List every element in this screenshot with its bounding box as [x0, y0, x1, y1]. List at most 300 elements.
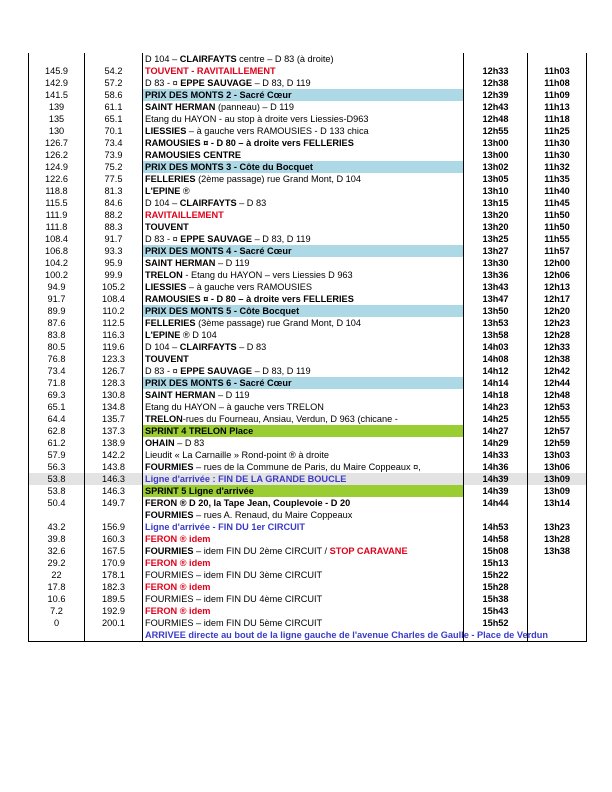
table-row: [29, 317, 587, 329]
time-schedule-1-cell: 13h20: [464, 209, 528, 221]
location-cell: [143, 293, 464, 305]
location-text: – D 83, D 119: [252, 77, 311, 88]
km-remaining-cell: 135: [29, 113, 85, 125]
table-row: [29, 497, 587, 509]
km-remaining-cell: 124.9: [29, 161, 85, 173]
time-schedule-2-cell: [528, 593, 587, 605]
km-remaining-cell: 142.9: [29, 77, 85, 89]
table-row: [29, 293, 587, 305]
location-text: FERON ® idem: [145, 581, 211, 592]
table-row: [29, 221, 587, 233]
location-text: TOUVENT: [145, 353, 189, 364]
location-text: – D 83, D 119: [252, 365, 311, 376]
table-row: [29, 281, 587, 293]
location-cell: [143, 125, 464, 137]
time-schedule-1-cell: 15h13: [464, 557, 528, 569]
km-done-cell: 105.2: [85, 281, 143, 293]
location-text: EPPE SAUVAGE: [180, 77, 253, 88]
table-row: [29, 521, 587, 533]
location-cell: [143, 449, 464, 461]
time-schedule-2-cell: 12h23: [528, 317, 587, 329]
location-cell: [143, 521, 464, 533]
km-done-cell: 54.2: [85, 65, 143, 77]
time-schedule-2-cell: 11h45: [528, 197, 587, 209]
km-done-cell: 128.3: [85, 377, 143, 389]
km-remaining-cell: [29, 509, 85, 521]
time-schedule-2-cell: 11h57: [528, 245, 587, 257]
time-schedule-1-cell: 13h43: [464, 281, 528, 293]
km-done-cell: 73.4: [85, 137, 143, 149]
time-schedule-2-cell: 11h18: [528, 113, 587, 125]
time-schedule-2-cell: 12h57: [528, 425, 587, 437]
time-schedule-2-cell: 12h17: [528, 293, 587, 305]
location-text: SAINT HERMAN: [145, 101, 216, 112]
km-remaining-cell: 53.8: [29, 473, 85, 485]
table-row: [29, 593, 587, 605]
km-done-cell: 149.7: [85, 497, 143, 509]
km-remaining-cell: 141.5: [29, 89, 85, 101]
time-schedule-1-cell: 14h12: [464, 365, 528, 377]
km-done-cell: 112.5: [85, 317, 143, 329]
time-schedule-2-cell: 13h23: [528, 521, 587, 533]
table-row: [29, 401, 587, 413]
location-cell: [143, 365, 464, 377]
location-text: – à gauche vers RAMOUSIES: [186, 281, 312, 292]
location-cell: [143, 557, 464, 569]
time-schedule-1-cell: 13h53: [464, 317, 528, 329]
time-schedule-1-cell: 14h14: [464, 377, 528, 389]
time-schedule-1-cell: [464, 53, 528, 65]
km-remaining-cell: 145.9: [29, 65, 85, 77]
km-remaining-cell: 43.2: [29, 521, 85, 533]
table-row: [29, 329, 587, 341]
time-schedule-2-cell: 11h50: [528, 221, 587, 233]
location-cell: [143, 137, 464, 149]
location-text: STOP CARAVANE: [329, 545, 408, 556]
table-row: [29, 257, 587, 269]
location-cell: [143, 533, 464, 545]
time-schedule-2-cell: [528, 605, 587, 617]
location-cell: [143, 173, 464, 185]
km-remaining-cell: 71.8: [29, 377, 85, 389]
time-schedule-1-cell: 14h44: [464, 497, 528, 509]
table-row: [29, 209, 587, 221]
location-text: PRIX DES MONTS 4 - Sacré Cœur: [145, 245, 292, 256]
km-remaining-cell: 130: [29, 125, 85, 137]
time-schedule-1-cell: 14h58: [464, 533, 528, 545]
location-cell: [143, 425, 464, 437]
table-row: [29, 389, 587, 401]
km-remaining-cell: 87.6: [29, 317, 85, 329]
location-cell: [143, 305, 464, 317]
km-done-cell: 192.9: [85, 605, 143, 617]
table-row: [29, 581, 587, 593]
location-text: SPRINT 4 TRELON Place: [145, 425, 254, 436]
time-schedule-2-cell: 12h28: [528, 329, 587, 341]
table-row: [29, 425, 587, 437]
location-text: centre – D 83 (à droite): [236, 53, 334, 64]
location-text: FOURMIES: [145, 461, 194, 472]
location-cell: [143, 113, 464, 125]
location-text: FELLERIES: [145, 317, 196, 328]
km-remaining-cell: 94.9: [29, 281, 85, 293]
location-text: SAINT HERMAN: [145, 389, 216, 400]
time-schedule-1-cell: 14h39: [464, 473, 528, 485]
time-schedule-1-cell: 15h08: [464, 545, 528, 557]
km-remaining-cell: 61.2: [29, 437, 85, 449]
time-schedule-2-cell: 12h20: [528, 305, 587, 317]
table-row: [29, 485, 587, 497]
km-done-cell: 182.3: [85, 581, 143, 593]
location-cell: [143, 341, 464, 353]
location-text: D 83 - ¤: [145, 77, 181, 88]
time-schedule-1-cell: 12h48: [464, 113, 528, 125]
time-schedule-2-cell: [528, 581, 587, 593]
location-cell: [143, 209, 464, 221]
location-text: TRELON: [145, 269, 183, 280]
time-schedule-2-cell: 12h06: [528, 269, 587, 281]
km-remaining-cell: 122.6: [29, 173, 85, 185]
location-cell: [143, 593, 464, 605]
time-schedule-2-cell: [528, 53, 587, 65]
time-schedule-2-cell: [528, 569, 587, 581]
location-text: D 104 –: [145, 341, 180, 352]
km-remaining-cell: 22: [29, 569, 85, 581]
location-cell: [143, 461, 464, 473]
location-text: CLAIRFAYTS: [179, 197, 237, 208]
time-schedule-1-cell: 12h43: [464, 101, 528, 113]
time-schedule-2-cell: 11h30: [528, 137, 587, 149]
km-done-cell: 70.1: [85, 125, 143, 137]
table-row: [29, 509, 587, 521]
km-done-cell: 57.2: [85, 77, 143, 89]
km-done-cell: 134.8: [85, 401, 143, 413]
location-text: PRIX DES MONTS 5 - Côte Bocquet: [145, 305, 300, 316]
time-schedule-1-cell: 14h03: [464, 341, 528, 353]
time-schedule-1-cell: 13h00: [464, 137, 528, 149]
time-schedule-2-cell: 12h38: [528, 353, 587, 365]
table-row: [29, 65, 587, 77]
km-done-cell: 138.9: [85, 437, 143, 449]
km-done-cell: 142.2: [85, 449, 143, 461]
km-remaining-cell: 7.2: [29, 605, 85, 617]
location-cell: [143, 437, 464, 449]
location-text: ®: [180, 185, 190, 196]
location-cell: [143, 161, 464, 173]
time-schedule-1-cell: 13h02: [464, 161, 528, 173]
location-cell: [143, 53, 464, 65]
table-row: [29, 353, 587, 365]
location-text: Etang du HAYON – à gauche vers TRELON: [145, 401, 324, 412]
location-text: FOURMIES: [145, 545, 194, 556]
table-row: [29, 113, 587, 125]
km-remaining-cell: 118.8: [29, 185, 85, 197]
time-schedule-1-cell: 15h43: [464, 605, 528, 617]
location-text: RAMOUSIES ¤ - D 80 – à droite vers FELLERIES: [145, 293, 354, 304]
km-done-cell: 77.5: [85, 173, 143, 185]
table-row: [29, 569, 587, 581]
location-cell: [143, 497, 464, 509]
km-remaining-cell: 62.8: [29, 425, 85, 437]
km-remaining-cell: 64.4: [29, 413, 85, 425]
location-text: TOUVENT - RAVITAILLEMENT: [145, 65, 276, 76]
time-schedule-2-cell: [528, 557, 587, 569]
location-text: PRIX DES MONTS 2 - Sacré Cœur: [145, 89, 292, 100]
location-cell: [143, 485, 464, 497]
table-row: [29, 341, 587, 353]
time-schedule-2-cell: 11h25: [528, 125, 587, 137]
km-remaining-cell: 53.8: [29, 485, 85, 497]
table-row: [29, 557, 587, 569]
location-cell: [143, 197, 464, 209]
time-schedule-2-cell: 12h59: [528, 437, 587, 449]
location-cell: [143, 389, 464, 401]
table-row: [29, 161, 587, 173]
km-done-cell: 135.7: [85, 413, 143, 425]
location-cell: [143, 353, 464, 365]
time-schedule-2-cell: 11h50: [528, 209, 587, 221]
km-done-cell: 58.6: [85, 89, 143, 101]
table-row: [29, 377, 587, 389]
location-cell: [143, 581, 464, 593]
time-schedule-2-cell: 12h53: [528, 401, 587, 413]
time-schedule-2-cell: 11h09: [528, 89, 587, 101]
km-remaining-cell: 10.6: [29, 593, 85, 605]
km-done-cell: 91.7: [85, 233, 143, 245]
time-schedule-2-cell: 12h33: [528, 341, 587, 353]
time-schedule-1-cell: 13h27: [464, 245, 528, 257]
km-done-cell: 61.1: [85, 101, 143, 113]
km-done-cell: 123.3: [85, 353, 143, 365]
location-cell: [143, 89, 464, 101]
table-row: [29, 605, 587, 617]
km-remaining-cell: 139: [29, 101, 85, 113]
km-remaining-cell: 17.8: [29, 581, 85, 593]
km-remaining-cell: 56.3: [29, 461, 85, 473]
location-text: RAVITAILLEMENT: [145, 209, 224, 220]
km-done-cell: 110.2: [85, 305, 143, 317]
table-row: [29, 173, 587, 185]
time-schedule-2-cell: 11h08: [528, 77, 587, 89]
route-table-body: [29, 53, 587, 642]
time-schedule-2-cell: 12h00: [528, 257, 587, 269]
time-schedule-1-cell: 13h50: [464, 305, 528, 317]
location-cell: [143, 185, 464, 197]
location-cell: [143, 473, 464, 485]
table-row: [29, 185, 587, 197]
km-remaining-cell: 39.8: [29, 533, 85, 545]
time-schedule-2-cell: 12h55: [528, 413, 587, 425]
time-schedule-2-cell: [528, 509, 587, 521]
km-remaining-cell: 32.6: [29, 545, 85, 557]
location-cell: [143, 617, 464, 629]
location-text: EPPE SAUVAGE: [180, 365, 253, 376]
km-done-cell: 146.3: [85, 473, 143, 485]
time-schedule-2-cell: 13h09: [528, 473, 587, 485]
location-text: FERON ® idem: [145, 557, 211, 568]
location-text: FERON ® idem: [145, 533, 211, 544]
km-done-cell: 160.3: [85, 533, 143, 545]
location-text: ARRIVEE directe au bout de la ligne gauche de l'avenue Charles de Gaulle - Place de Verdun: [145, 629, 548, 640]
km-remaining-cell: 0: [29, 617, 85, 629]
time-schedule-1-cell: 13h36: [464, 269, 528, 281]
km-remaining-cell: 111.8: [29, 221, 85, 233]
time-schedule-1-cell: 14h23: [464, 401, 528, 413]
location-text: FOURMIES – idem FIN DU 3ème CIRCUIT: [145, 569, 323, 580]
km-remaining-cell: 111.9: [29, 209, 85, 221]
km-remaining-cell: 106.8: [29, 245, 85, 257]
time-schedule-1-cell: 13h58: [464, 329, 528, 341]
km-remaining-cell: 126.7: [29, 137, 85, 149]
table-row: [29, 233, 587, 245]
km-done-cell: 126.7: [85, 365, 143, 377]
km-done-cell: 156.9: [85, 521, 143, 533]
km-done-cell: 84.6: [85, 197, 143, 209]
location-text: TRELON: [145, 413, 183, 424]
time-schedule-1-cell: 14h39: [464, 485, 528, 497]
location-cell: [143, 221, 464, 233]
km-done-cell: 73.9: [85, 149, 143, 161]
km-remaining-cell: 83.8: [29, 329, 85, 341]
table-row: [29, 617, 587, 629]
location-text: PRIX DES MONTS 6 - Sacré Cœur: [145, 377, 292, 388]
location-text: L'EPINE: [145, 185, 181, 196]
time-schedule-1-cell: 14h18: [464, 389, 528, 401]
time-schedule-1-cell: 13h30: [464, 257, 528, 269]
km-done-cell: [85, 53, 143, 65]
location-text: – D 119: [215, 389, 250, 400]
location-cell: [143, 257, 464, 269]
km-done-cell: 65.1: [85, 113, 143, 125]
table-row: [29, 473, 587, 485]
route-schedule-table: [28, 53, 587, 642]
km-remaining-cell: 104.2: [29, 257, 85, 269]
km-done-cell: 146.3: [85, 485, 143, 497]
time-schedule-1-cell: 12h55: [464, 125, 528, 137]
km-done-cell: 93.3: [85, 245, 143, 257]
km-done-cell: 108.4: [85, 293, 143, 305]
km-remaining-cell: 89.9: [29, 305, 85, 317]
location-text: Ligne d'arrivée - FIN DU 1er CIRCUIT: [145, 521, 305, 532]
time-schedule-1-cell: 14h53: [464, 521, 528, 533]
km-done-cell: 143.8: [85, 461, 143, 473]
location-text: Etang du HAYON - au stop à droite vers Liessies-D963: [145, 113, 369, 124]
km-done-cell: 95.9: [85, 257, 143, 269]
location-text: FERON ® D 20, la Tape Jean, Couplevoie - D 20: [145, 497, 351, 508]
location-text: SPRINT 5 Ligne d'arrivée: [145, 485, 254, 496]
time-schedule-1-cell: 14h08: [464, 353, 528, 365]
table-row: [29, 437, 587, 449]
location-cell: [143, 413, 464, 425]
table-row: [29, 449, 587, 461]
location-text: LIESSIES: [145, 125, 187, 136]
location-cell: [143, 545, 464, 557]
table-row: [29, 305, 587, 317]
location-text: D 83 - ¤: [145, 233, 181, 244]
location-text: – D 119: [215, 257, 250, 268]
time-schedule-1-cell: 13h20: [464, 221, 528, 233]
time-schedule-1-cell: 15h38: [464, 593, 528, 605]
location-cell: [143, 317, 464, 329]
table-row: [29, 77, 587, 89]
time-schedule-2-cell: [528, 617, 587, 629]
km-done-cell: 167.5: [85, 545, 143, 557]
time-schedule-2-cell: 11h30: [528, 149, 587, 161]
time-schedule-2-cell: 11h32: [528, 161, 587, 173]
location-text: – rues A. Renaud, du Maire Coppeaux: [193, 509, 353, 520]
km-done-cell: 189.5: [85, 593, 143, 605]
location-text: ® D 104: [180, 329, 217, 340]
time-schedule-1-cell: 13h47: [464, 293, 528, 305]
time-schedule-1-cell: 13h10: [464, 185, 528, 197]
location-text: PRIX DES MONTS 3 - Côte du Bocquet: [145, 161, 313, 172]
location-cell: [143, 101, 464, 113]
location-text: FOURMIES – idem FIN DU 5ème CIRCUIT: [145, 617, 323, 628]
location-text: FERON ® idem: [145, 605, 211, 616]
km-remaining-cell: 73.4: [29, 365, 85, 377]
km-done-cell: 88.3: [85, 221, 143, 233]
time-schedule-1-cell: 14h29: [464, 437, 528, 449]
location-text: TOUVENT: [145, 221, 189, 232]
table-row: [29, 413, 587, 425]
location-text: Ligne d'arrivée : FIN DE LA GRANDE BOUCLE: [145, 473, 347, 484]
table-row: [29, 269, 587, 281]
km-remaining-cell: 80.5: [29, 341, 85, 353]
location-cell: [143, 329, 464, 341]
location-text: D 104 –: [145, 53, 180, 64]
location-cell: [143, 149, 464, 161]
time-schedule-2-cell: 13h38: [528, 545, 587, 557]
location-cell: [143, 233, 464, 245]
km-done-cell: [85, 629, 143, 642]
time-schedule-1-cell: 13h00: [464, 149, 528, 161]
time-schedule-1-cell: 14h36: [464, 461, 528, 473]
km-remaining-cell: 29.2: [29, 557, 85, 569]
km-remaining-cell: 126.2: [29, 149, 85, 161]
time-schedule-2-cell: 12h42: [528, 365, 587, 377]
time-schedule-2-cell: 13h06: [528, 461, 587, 473]
km-done-cell: 116.3: [85, 329, 143, 341]
location-text: FOURMIES: [145, 509, 194, 520]
time-schedule-2-cell: 11h40: [528, 185, 587, 197]
km-done-cell: 178.1: [85, 569, 143, 581]
location-cell: [143, 281, 464, 293]
km-done-cell: [85, 509, 143, 521]
location-text: (panneau) – D 119: [215, 101, 294, 112]
table-row: [29, 629, 587, 642]
location-cell: [143, 569, 464, 581]
table-row: [29, 149, 587, 161]
location-text: EPPE SAUVAGE: [180, 233, 253, 244]
time-schedule-1-cell: [464, 509, 528, 521]
location-cell: [143, 605, 464, 617]
location-cell: [143, 377, 464, 389]
location-text: SAINT HERMAN: [145, 257, 216, 268]
location-text: D 83 - ¤: [145, 365, 181, 376]
time-schedule-1-cell: 14h25: [464, 413, 528, 425]
km-remaining-cell: 115.5: [29, 197, 85, 209]
time-schedule-1-cell: 13h15: [464, 197, 528, 209]
km-done-cell: 119.6: [85, 341, 143, 353]
location-text: – rues de la Commune de Paris, du Maire Coppeaux ¤,: [193, 461, 421, 472]
location-text: FELLERIES: [145, 173, 196, 184]
location-text: (2ème passage) rue Grand Mont, D 104: [195, 173, 362, 184]
time-schedule-1-cell: 14h33: [464, 449, 528, 461]
location-text: -rues du Fourneau, Ansiau, Verdun, D 963 (chicane -: [182, 413, 398, 424]
km-remaining-cell: 91.7: [29, 293, 85, 305]
time-schedule-2-cell: 13h28: [528, 533, 587, 545]
location-text: – idem FIN DU 2ème CIRCUIT /: [193, 545, 330, 556]
